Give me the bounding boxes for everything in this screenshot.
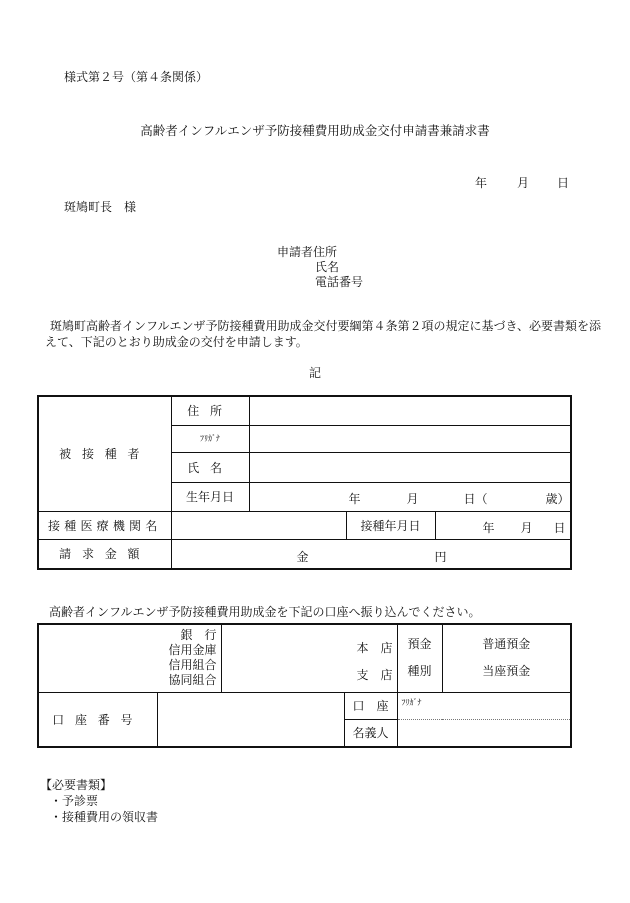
- vacc-day-label: 日: [553, 520, 566, 535]
- current-deposit-option[interactable]: 当座預金: [482, 664, 531, 679]
- birthdate-field[interactable]: [249, 482, 571, 511]
- furigana-field[interactable]: [249, 425, 571, 452]
- date-day-label: 日: [557, 176, 570, 190]
- applicant-name-label: 氏名: [315, 260, 340, 274]
- branch-field[interactable]: [221, 624, 397, 692]
- address-field[interactable]: [249, 396, 571, 425]
- bank-type-list: [38, 624, 221, 692]
- birth-day-label: 日（: [463, 491, 488, 506]
- bank-type-item: 協同組合: [168, 673, 217, 688]
- document-title: 高齢者インフルエンザ予防接種費用助成金交付申請書兼請求書: [140, 123, 490, 138]
- vacc-month-label: 月: [520, 520, 533, 535]
- deposit-type-options[interactable]: [442, 624, 571, 692]
- name-label: 氏名: [171, 452, 249, 482]
- bank-type-item: 銀 行: [180, 628, 217, 643]
- bank-type-item: 信用組合: [168, 658, 217, 673]
- bank-account-table: [37, 623, 572, 748]
- applicant-address-label: 申請者住所: [277, 245, 338, 259]
- transfer-text: 高齢者インフルエンザ予防接種費用助成金を下記の口座へ振り込んでください。: [49, 605, 481, 619]
- ki-heading: 記: [308, 366, 321, 380]
- kin-label: 金: [296, 549, 309, 564]
- required-documents-heading: 【必要書類】: [40, 778, 113, 792]
- institution-label: 接種医療機関名: [38, 511, 171, 539]
- birth-month-label: 月: [406, 491, 419, 506]
- institution-field[interactable]: [171, 511, 346, 539]
- deposit-type-label: [397, 624, 442, 692]
- amount-label: 請求金額: [38, 539, 171, 569]
- head-office-label: 本 店: [356, 641, 393, 655]
- deposit-label: 預金: [407, 637, 432, 652]
- bank-type-item: 信用金庫: [168, 643, 217, 658]
- date-month-label: 月: [517, 176, 530, 190]
- vacc-year-label: 年: [482, 520, 495, 535]
- holder-name-field[interactable]: [397, 719, 571, 747]
- vaccination-date-label: 接種年月日: [346, 511, 435, 539]
- holder-furigana-field[interactable]: [397, 692, 571, 719]
- recipient-table: [37, 395, 572, 570]
- furigana-label: ﾌﾘｶﾞﾅ: [171, 425, 249, 452]
- type-label: 種別: [407, 664, 432, 679]
- applicant-block: [277, 245, 364, 290]
- branch-label: 支 店: [356, 668, 393, 682]
- required-doc-item: ・接種費用の領収書: [50, 810, 159, 824]
- required-doc-item: ・予診票: [50, 794, 99, 808]
- body-text: 斑鳩町高齢者インフルエンザ予防接種費用助成金交付要綱第４条第２項の規定に基づき、必要書類を添えて、下記のとおり助成金の交付を申請します。: [45, 319, 602, 349]
- form-number: 様式第２号（第４条関係）: [64, 70, 209, 84]
- vaccination-date-field[interactable]: [435, 511, 571, 539]
- name-field[interactable]: [249, 452, 571, 482]
- birth-year-label: 年: [348, 491, 361, 506]
- required-documents: [40, 777, 158, 825]
- ordinary-deposit-option[interactable]: 普通預金: [482, 637, 531, 652]
- birthdate-label: 生年月日: [171, 482, 249, 511]
- account-label: 口 座: [344, 692, 397, 719]
- date-year-label: 年: [475, 176, 488, 190]
- recipient-label: 被接種者: [38, 396, 171, 511]
- amount-field[interactable]: [171, 539, 571, 569]
- holder-label: 名義人: [344, 719, 397, 747]
- address-label: 住所: [171, 396, 249, 425]
- holder-furigana-label: ﾌﾘｶﾞﾅ: [401, 697, 422, 707]
- yen-label: 円: [434, 549, 447, 564]
- date-line: [0, 174, 630, 190]
- account-number-field[interactable]: [157, 692, 344, 747]
- addressee: 斑鳩町長 様: [64, 200, 137, 214]
- age-label: 歳）: [545, 491, 570, 506]
- account-number-label: 口座番号: [38, 692, 157, 747]
- applicant-phone-label: 電話番号: [315, 275, 364, 289]
